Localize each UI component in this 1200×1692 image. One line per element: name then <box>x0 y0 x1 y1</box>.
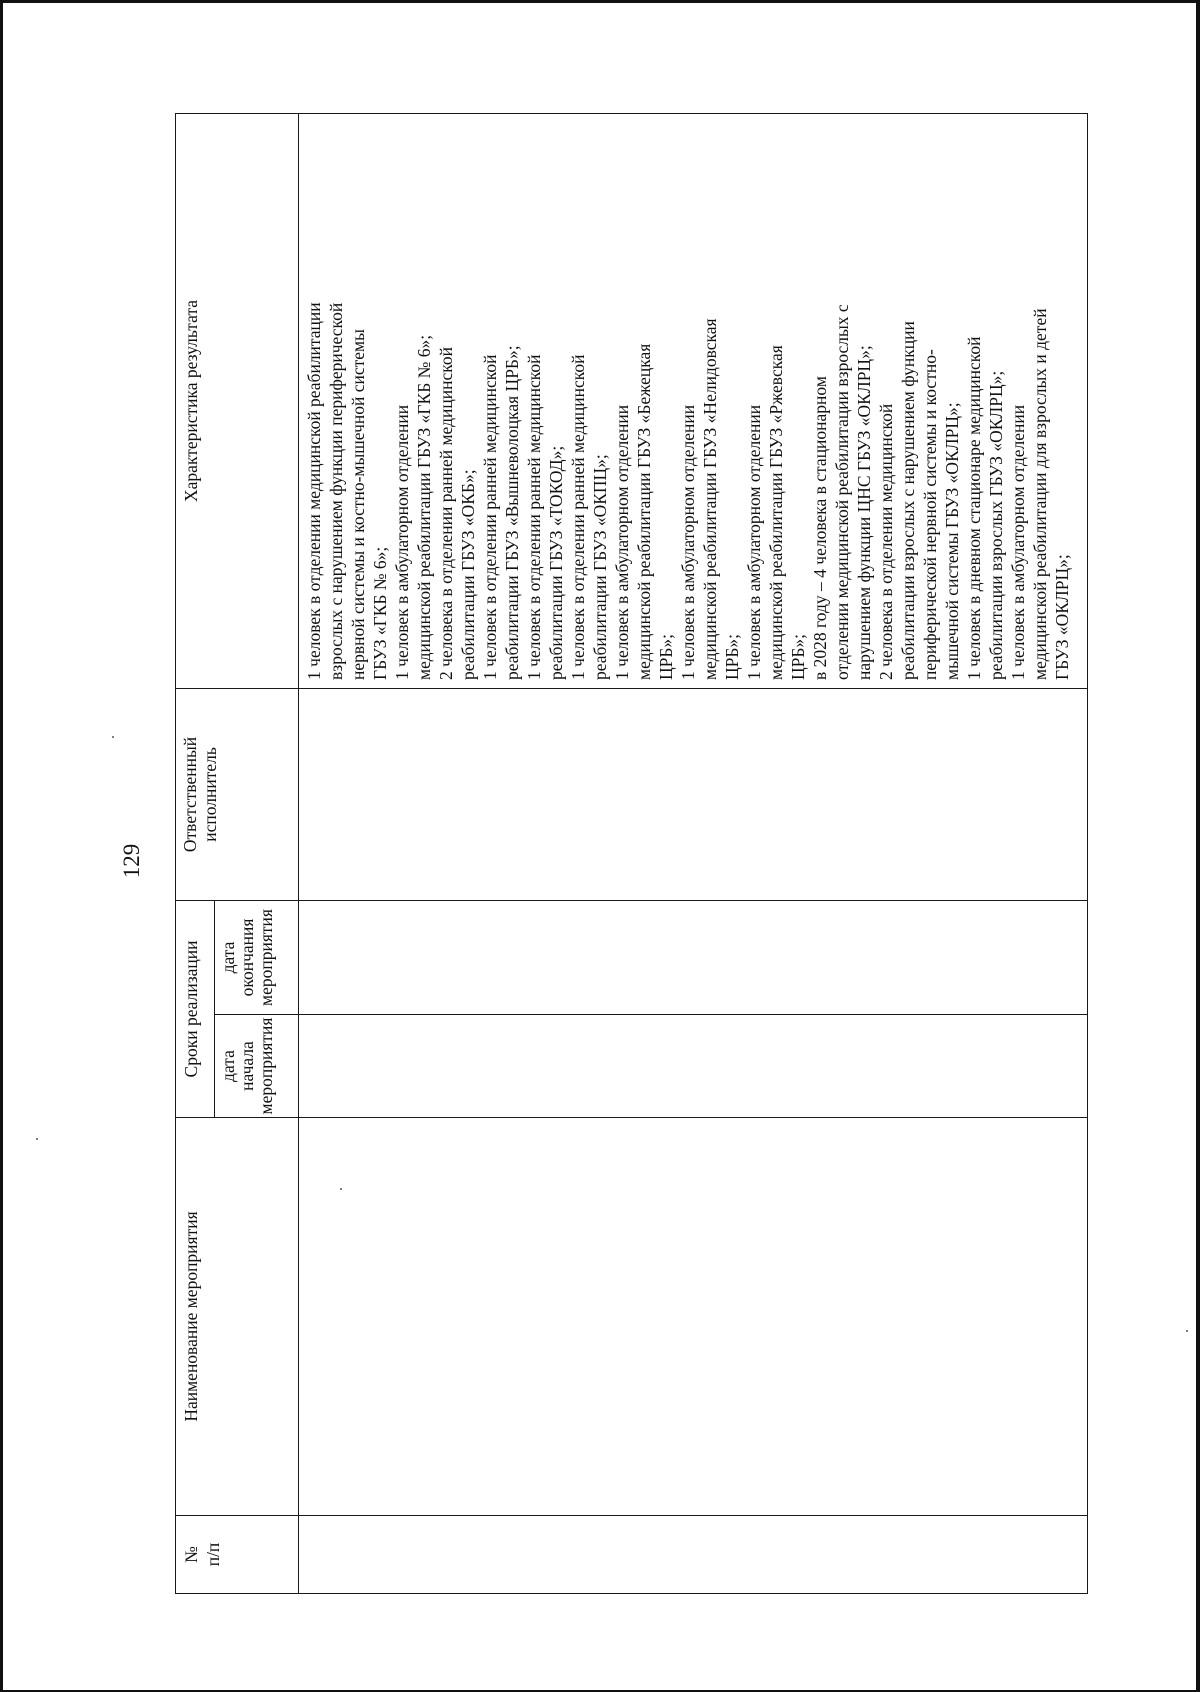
header-result-characteristic: Характеристика результата <box>176 113 299 688</box>
result-line: ЦРБ»; <box>722 633 742 680</box>
result-line: реабилитации ГБУЗ «ТОКОД»; <box>546 445 566 680</box>
header-implementation-terms: Сроки реализации <box>176 900 215 1117</box>
header-measure-name: Наименование мероприятия <box>176 1118 299 1516</box>
cell-result <box>299 113 1088 688</box>
scan-speck <box>112 736 114 738</box>
result-line: 1 человек в амбулаторном отделении <box>678 404 698 680</box>
page-number: 129 <box>119 843 144 879</box>
result-line: реабилитации ГБУЗ «ОКПЦ»; <box>590 454 610 680</box>
scan-edge-left <box>0 0 3 1692</box>
header-responsible-executor: Ответственный исполнитель <box>176 688 299 900</box>
header-end-date: дата окончания мероприятия <box>215 900 299 1014</box>
header-num: № п/п <box>176 1516 299 1594</box>
result-line: 1 человек в отделении ранней медицинской <box>480 354 500 680</box>
scan-edge-top <box>0 0 1200 3</box>
header-start-date: дата начала мероприятия <box>215 1015 299 1118</box>
result-line: медицинской реабилитации ГБУЗ «Ржевская <box>766 345 786 680</box>
result-line: медицинской реабилитации ГБУЗ «Бежецкая <box>634 343 654 680</box>
result-line: 1 человек в отделении ранней медицинской <box>524 354 544 680</box>
result-line: ЦРБ»; <box>788 633 808 680</box>
result-line: в 2028 году – 4 человека в стационарном <box>810 376 830 680</box>
result-line: 1 человек в амбулаторном отделении <box>744 404 764 680</box>
result-line: реабилитации взрослых ГБУЗ «ОКЛРЦ»; <box>986 370 1006 680</box>
cell-start-date <box>299 1015 1088 1118</box>
result-line: 2 человека в отделении медицинской <box>876 403 896 680</box>
result-line: реабилитации ГБУЗ «Вышневолоцкая ЦРБ»; <box>502 345 522 680</box>
cell-measure-name <box>299 1118 1088 1516</box>
cell-num <box>299 1516 1088 1594</box>
result-line: 1 человек в амбулаторном отделении <box>612 404 632 680</box>
scan-speck <box>1186 1330 1188 1332</box>
result-line: 1 человек в отделении ранней медицинской <box>568 354 588 680</box>
result-line: ГБУЗ «ОКЛРЦ»; <box>1052 554 1072 680</box>
result-line: нервной системы и костно-мышечной системы <box>348 329 368 680</box>
cell-end-date <box>299 900 1088 1014</box>
result-line: взрослых с нарушением функции периферической <box>326 302 346 680</box>
rotated-table-container <box>175 114 1088 1594</box>
result-line: медицинской реабилитации ГБУЗ «Нелидовская <box>700 318 720 680</box>
result-line: 1 человек в дневном стационаре медицинской <box>964 336 984 680</box>
result-line: периферической нервной системы и костно- <box>920 349 940 680</box>
result-line: 1 человек в амбулаторном отделении <box>392 404 412 680</box>
cell-executor <box>299 688 1088 900</box>
table-row <box>299 113 1088 1593</box>
measures-table <box>175 113 1088 1594</box>
result-line: 1 человек в отделении медицинской реабилитации <box>304 302 324 680</box>
result-text <box>299 114 1073 688</box>
table-header-row <box>176 113 215 1593</box>
result-line: мышечной системы ГБУЗ «ОКЛРЦ»; <box>942 402 962 680</box>
scan-edge-right <box>1196 0 1200 1692</box>
result-line: ГБУЗ «ГКБ № 6»; <box>370 546 390 680</box>
result-line: 2 человека в отделении ранней медицинской <box>436 347 456 680</box>
result-line: отделении медицинской реабилитации взрослых с <box>832 304 852 680</box>
result-line: медицинской реабилитации ГБУЗ «ГКБ № 6»; <box>414 334 434 680</box>
result-line: нарушением функции ЦНС ГБУЗ «ОКЛРЦ»; <box>854 345 874 680</box>
result-line: ЦРБ»; <box>656 633 676 680</box>
scan-speck <box>36 1138 38 1140</box>
result-line: 1 человек в амбулаторном отделении <box>1008 404 1028 680</box>
result-line: медицинской реабилитации для взрослых и детей <box>1030 308 1050 680</box>
result-line: реабилитации ГБУЗ «ОКБ»; <box>458 469 478 680</box>
result-line: реабилитации взрослых с нарушением функции <box>898 321 918 680</box>
